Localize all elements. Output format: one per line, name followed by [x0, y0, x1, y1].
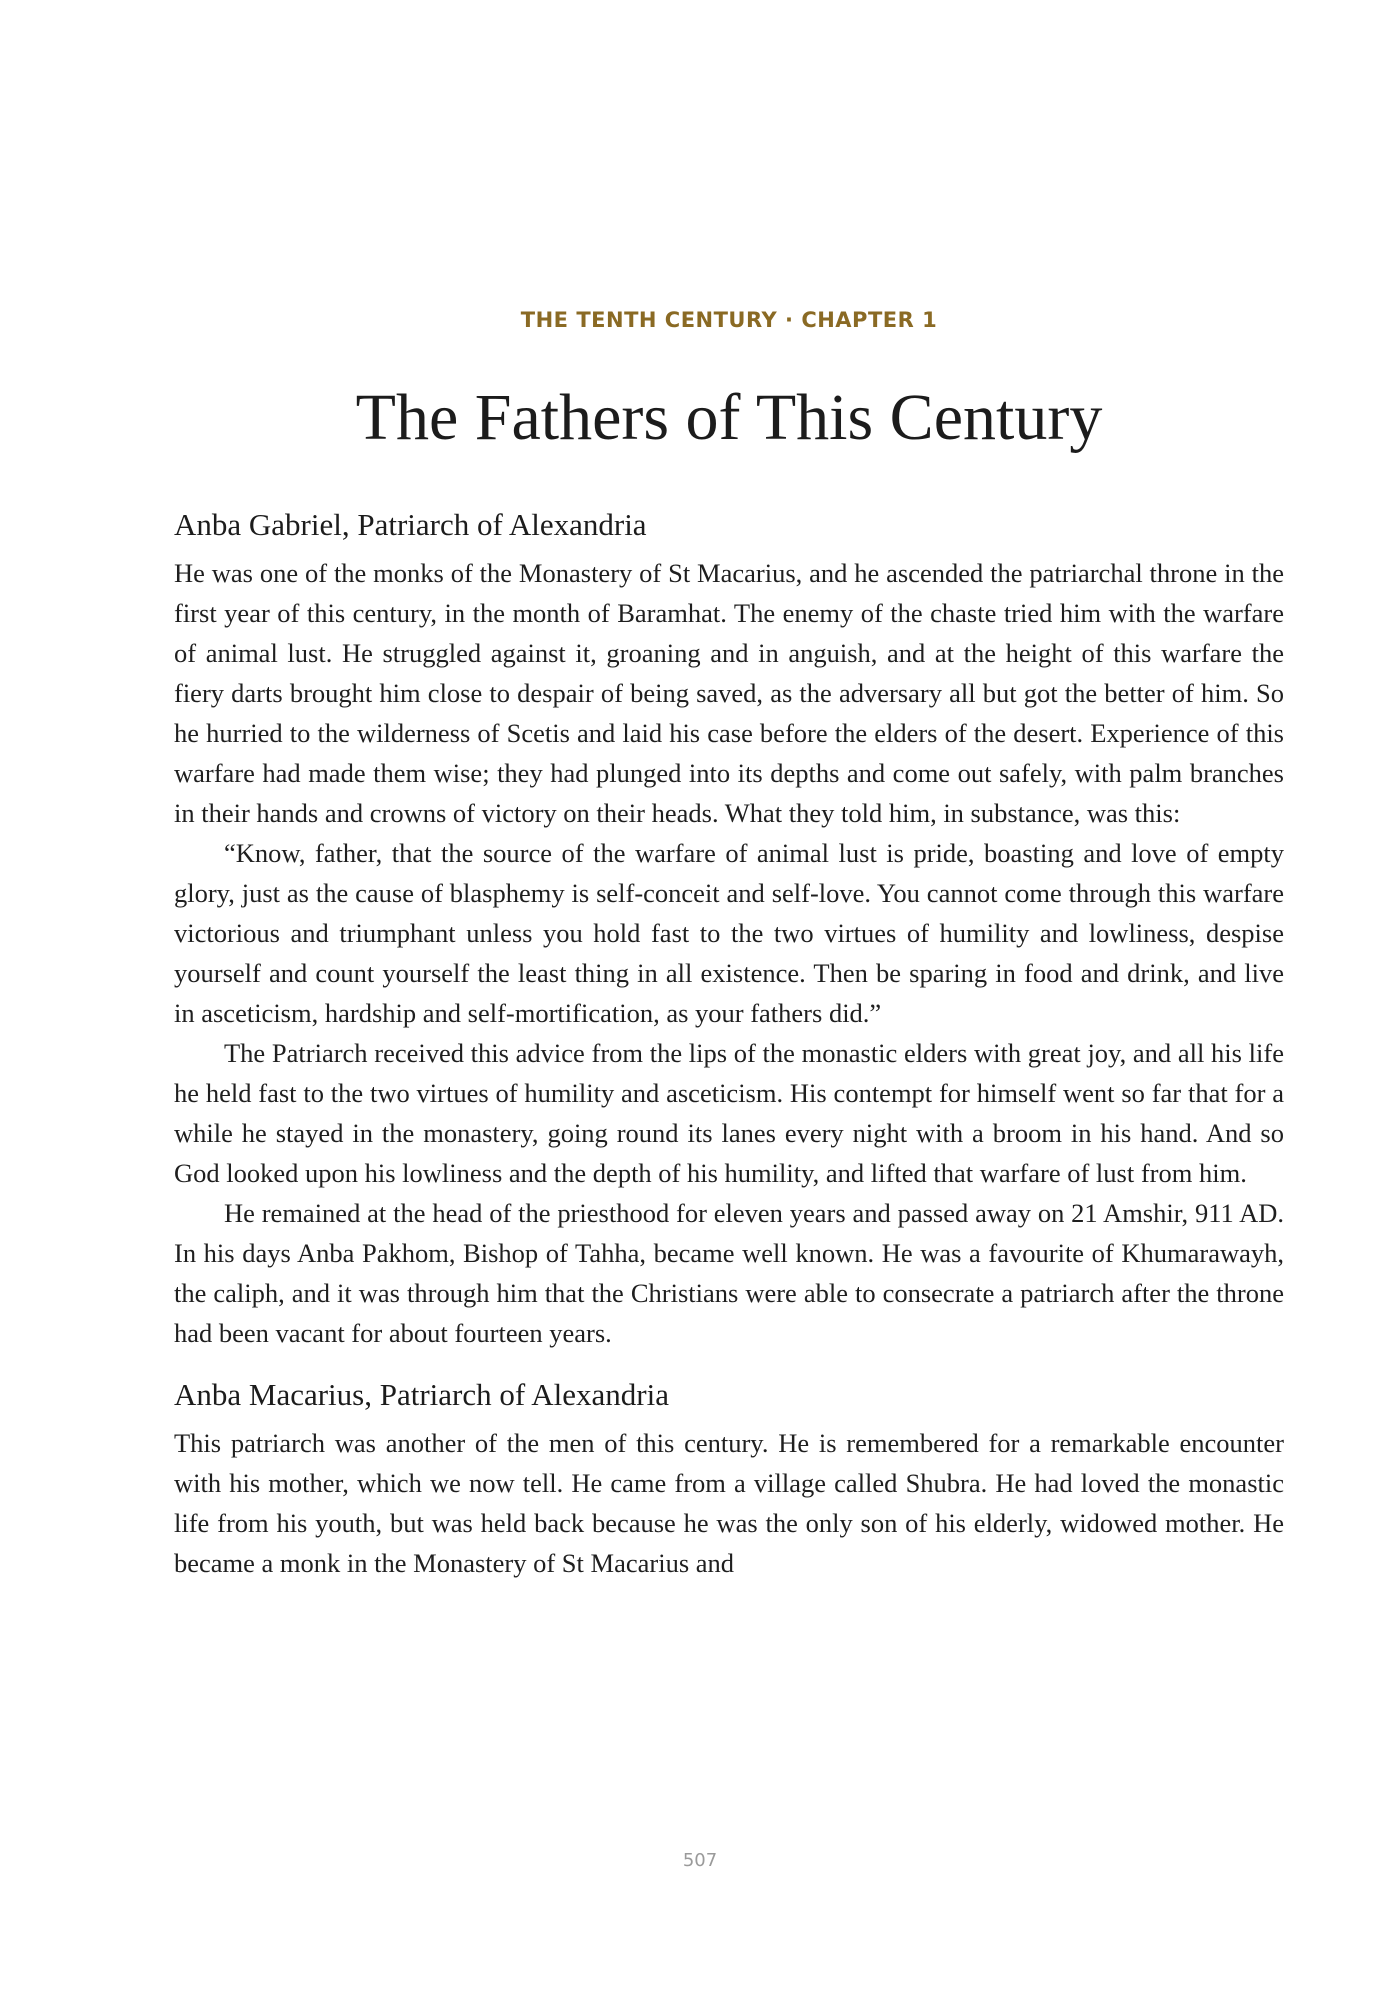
- paragraph: He remained at the head of the priesthood for eleven years and passed away on 21 Amshir, 911 AD. In his days Anba Pakhom, Bishop of Tahha, became well known. He was a favourite of Khumarawayh, the caliph, and it was through him that the Christians were able to consecrate a patriarch after the throne had been vacant for about fourteen years.: [174, 1198, 1284, 1348]
- paragraph: The Patriarch received this advice from the lips of the monastic elders with great joy, and all his life he held fast to the two virtues of humility and asceticism. His contempt for himself went so far that for a while he stayed in the monastery, going round its lanes every night with a broom in his hand. And so God looked upon his lowliness and the depth of his humility, and lifted that warfare of lust from him.: [174, 1038, 1284, 1188]
- section-heading-anba-macarius: Anba Macarius, Patriarch of Alexandria: [174, 1377, 669, 1412]
- chapter-title: The Fathers of This Century: [355, 381, 1103, 454]
- chapter-label: THE TENTH CENTURY · CHAPTER 1: [520, 308, 938, 332]
- paragraph: “Know, father, that the source of the warfare of animal lust is pride, boasting and love of empty glory, just as the cause of blasphemy is self-conceit and self-love. You cannot come through this warfare victorious and triumphant unless you hold fast to the two virtues of humility and lowliness, despise yourself and count yourself the least thing in all existence. Then be sparing in food and drink, and live in asceticism, hardship and self-mortification, as your fathers did.”: [174, 838, 1284, 1028]
- body-text: [174, 505, 1284, 1583]
- page-number: 507: [682, 1850, 718, 1871]
- paragraph: This patriarch was another of the men of this century. He is remembered for a remarkable encounter with his mother, which we now tell. He came from a village called Shubra. He had loved the monastic life from his youth, but was held back because he was the only son of his elderly, widowed mother. He became a monk in the Monastery of St Macarius and: [174, 1428, 1284, 1578]
- section-heading-anba-gabriel: Anba Gabriel, Patriarch of Alexandria: [174, 507, 647, 542]
- paragraph: He was one of the monks of the Monastery of St Macarius, and he ascended the patriarchal throne in the first year of this century, in the month of Baramhat. The enemy of the chaste tried him with the warfare of animal lust. He struggled against it, groaning and in anguish, and at the height of this warfare the fiery darts brought him close to despair of being saved, as the adversary all but got the better of him. So he hurried to the wilderness of Scetis and laid his case before the elders of the desert. Experience of this warfare had made them wise; they had plunged into its depths and come out safely, with palm branches in their hands and crowns of victory on their heads. What they told him, in substance, was this:: [174, 558, 1284, 828]
